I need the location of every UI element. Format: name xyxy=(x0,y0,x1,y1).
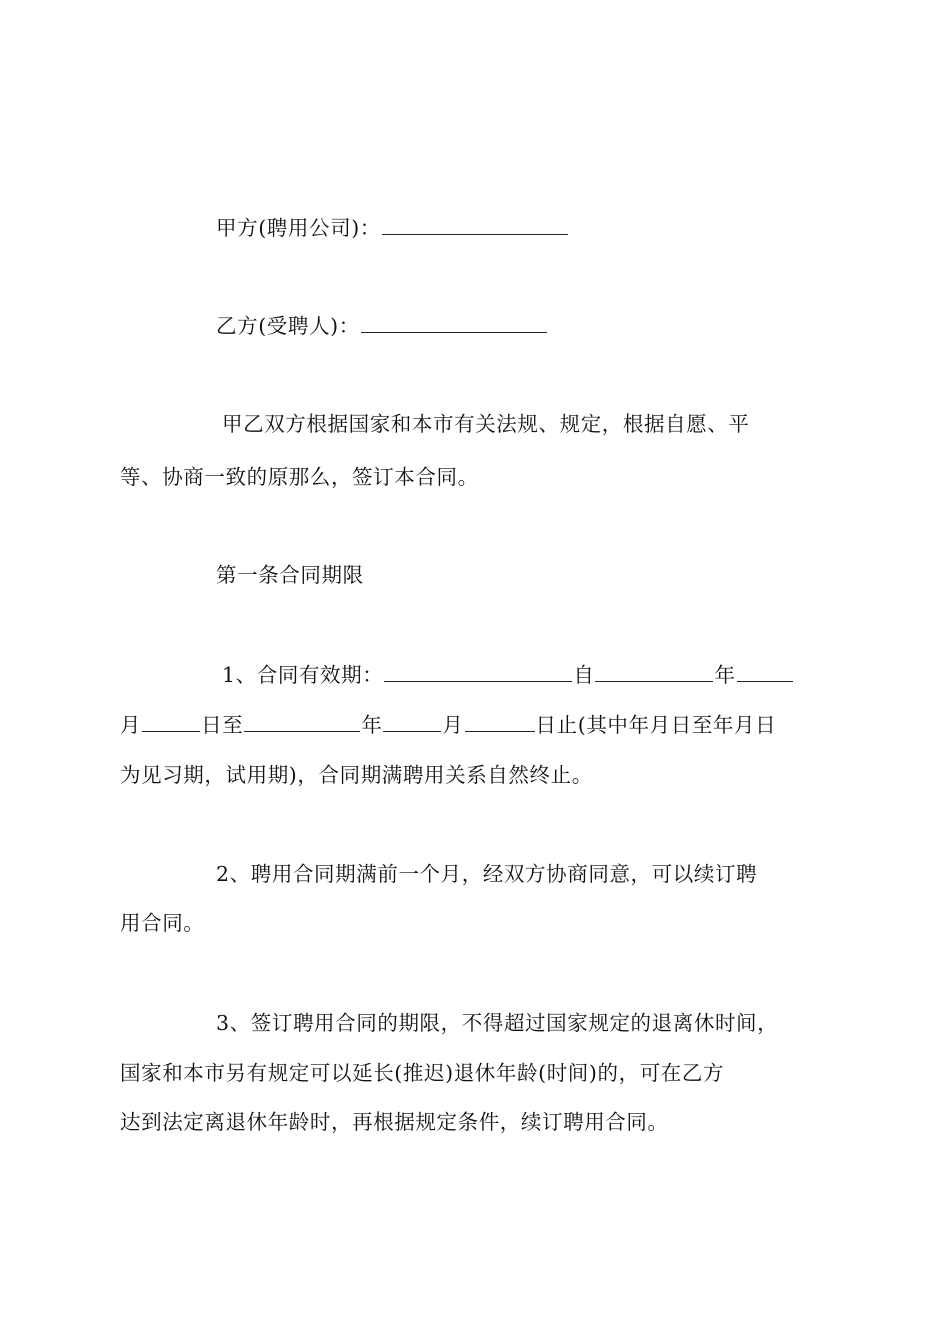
party-b-blank xyxy=(361,310,547,333)
item-1-blank-2 xyxy=(595,659,713,682)
item-1-blank-4 xyxy=(142,709,200,732)
party-b-line xyxy=(216,302,936,350)
item-1-blank-1 xyxy=(384,659,572,682)
item-3-line-3: 达到法定离退休年龄时，再根据规定条件，续订聘用合同。 xyxy=(120,1110,669,1134)
item-3-line-1: 3、签订聘用合同的期限，不得超过国家规定的退离休时间， xyxy=(216,1011,779,1035)
item-2-line-2: 用合同。 xyxy=(120,911,205,935)
item-1-line-3: 为见习期，试用期)，合同期满聘用关系自然终止。 xyxy=(120,763,593,787)
item-1-seg-1: 1、合同有效期： xyxy=(222,663,384,687)
item-1-line-1 xyxy=(222,651,942,699)
item-1-blank-6 xyxy=(383,709,441,732)
item-1-blank-3 xyxy=(737,659,793,682)
item-1-seg-3: 年 xyxy=(714,663,736,687)
article-1-title: 第一条合同期限 xyxy=(216,563,364,587)
item-1-seg-5: 日至 xyxy=(201,713,244,737)
intro-line-1: 甲乙双方根据国家和本市有关法规、规定，根据自愿、平 xyxy=(222,412,750,436)
party-a-blank xyxy=(382,212,568,235)
item-1-seg-4: 月 xyxy=(120,713,142,737)
party-b-label: 乙方(受聘人)： xyxy=(216,314,360,338)
item-1-seg-7: 月 xyxy=(442,713,464,737)
item-2-line-1: 2、聘用合同期满前一个月，经双方协商同意，可以续订聘 xyxy=(216,862,758,886)
intro-line-2: 等、协商一致的原那么，签订本合同。 xyxy=(120,465,479,489)
item-1-blank-7 xyxy=(465,709,535,732)
item-1-seg-8: 日止(其中年月日至年月日 xyxy=(535,713,777,737)
item-1-blank-5 xyxy=(244,709,360,732)
item-3-line-2: 国家和本市另有规定可以延长(推迟)退休年龄(时间)的，可在乙方 xyxy=(120,1061,725,1085)
item-1-line-2 xyxy=(120,701,840,749)
item-1-seg-6: 年 xyxy=(361,713,383,737)
item-1-seg-2: 自 xyxy=(573,663,595,687)
party-a-label: 甲方(聘用公司)： xyxy=(216,216,381,240)
party-a-line xyxy=(216,204,936,252)
